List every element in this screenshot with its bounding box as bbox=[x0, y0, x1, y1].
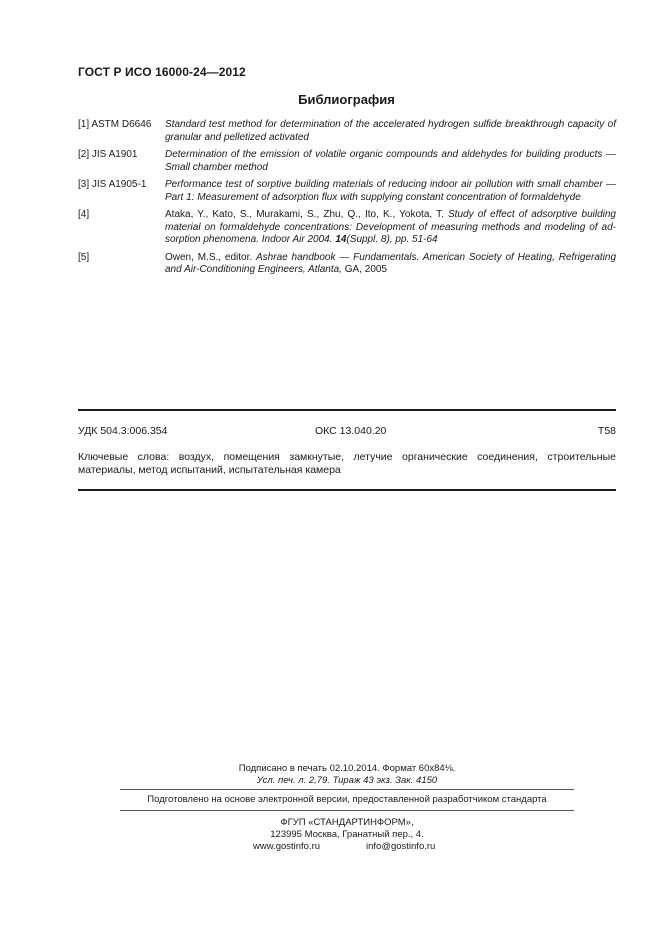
signed-line: Подписано в печать 02.10.2014. Формат 60х84⅛. bbox=[238, 763, 456, 774]
entry-volume: 14 bbox=[335, 234, 347, 245]
entry-title: Study of effect of adsorptive building material on formaldehyde concentrations: Development of measuring methods and modeling of ad-sorption phenomena. Indoor Air 2004. bbox=[165, 209, 616, 245]
prepared-line: Подготовлено на основе электронной версии, предоставленной разработчиком стандарта bbox=[147, 794, 547, 805]
bibliography-list bbox=[78, 119, 616, 282]
standard-code: ГОСТ Р ИСО 16000-24—2012 bbox=[78, 65, 246, 79]
bibliography-title: Библиография bbox=[298, 92, 395, 107]
entry-pages: GA, 2005 bbox=[341, 264, 387, 275]
group-code: Т58 bbox=[597, 425, 616, 437]
entry-text bbox=[165, 149, 616, 174]
entry-authors: Ataka, Y., Kato, S., Murakami, S., Zhu, Q., Ito, K., Yokota, T. bbox=[165, 209, 449, 220]
imprint-divider-1 bbox=[120, 789, 574, 790]
entry-number: [1] ASTM D6646 bbox=[78, 119, 152, 130]
bibliography-entry bbox=[78, 119, 616, 144]
keywords-text: Ключевые слова: воздух, помещения замкнутые, летучие органические соединения, строительные материалы, метод испытаний, испытательная камера bbox=[78, 451, 616, 476]
bibliography-entry bbox=[78, 179, 616, 204]
udc-code: УДК 504.3:006.354 bbox=[78, 425, 168, 437]
entry-text bbox=[165, 179, 616, 204]
oks-code: ОКС 13.040.20 bbox=[315, 425, 387, 437]
entry-number: [2] JIS A1901 bbox=[78, 149, 138, 160]
entry-text bbox=[165, 119, 616, 144]
entry-text bbox=[165, 209, 616, 247]
entry-pages: (Suppl. 8), pp. 51-64 bbox=[346, 234, 438, 245]
entry-text bbox=[165, 252, 616, 277]
sheets-line: Усл. печ. л. 2,79. Тираж 43 экз. Зак. 4150 bbox=[256, 775, 438, 786]
entry-title: Standard test method for determination of the accelerated hydrogen sulfide breakthrough capacity of granular and pelletized activated bbox=[165, 119, 616, 143]
bibliography-entry bbox=[78, 252, 616, 277]
publisher-name: ФГУП «СТАНДАРТИНФОРМ», bbox=[280, 817, 414, 828]
entry-number: [3] JIS A1905-1 bbox=[78, 179, 147, 190]
entry-title: Determination of the emission of volatile organic compounds and aldehydes for building products — Small chamber method bbox=[165, 149, 616, 173]
classification-row bbox=[78, 425, 616, 437]
entry-authors: Owen, M.S., editor. bbox=[165, 251, 257, 263]
publisher-website[interactable]: www.gostinfo.ru bbox=[253, 841, 321, 852]
publisher-email[interactable]: info@gostinfo.ru bbox=[366, 841, 436, 852]
entry-number: [5] bbox=[78, 251, 90, 263]
entry-title: Performance test of sorptive building materials of reducing indoor air pollution with small chamber — Part 1: Measurement of adsorption flux with supplying constant concentration of formaldehyde bbox=[165, 179, 616, 203]
divider-bottom bbox=[78, 489, 616, 491]
bibliography-entry bbox=[78, 149, 616, 174]
imprint-divider-2 bbox=[120, 810, 574, 811]
entry-title: Ashrae handbook — Fundamentals. American Society of Heating, Refrigerating and Air-Conditioning Engineers, Atlanta, bbox=[165, 251, 617, 275]
publisher-address: 123995 Москва, Гранатный пер., 4. bbox=[270, 829, 424, 840]
divider-top bbox=[78, 409, 616, 411]
entry-number: [4] bbox=[78, 209, 90, 220]
bibliography-entry bbox=[78, 209, 616, 247]
